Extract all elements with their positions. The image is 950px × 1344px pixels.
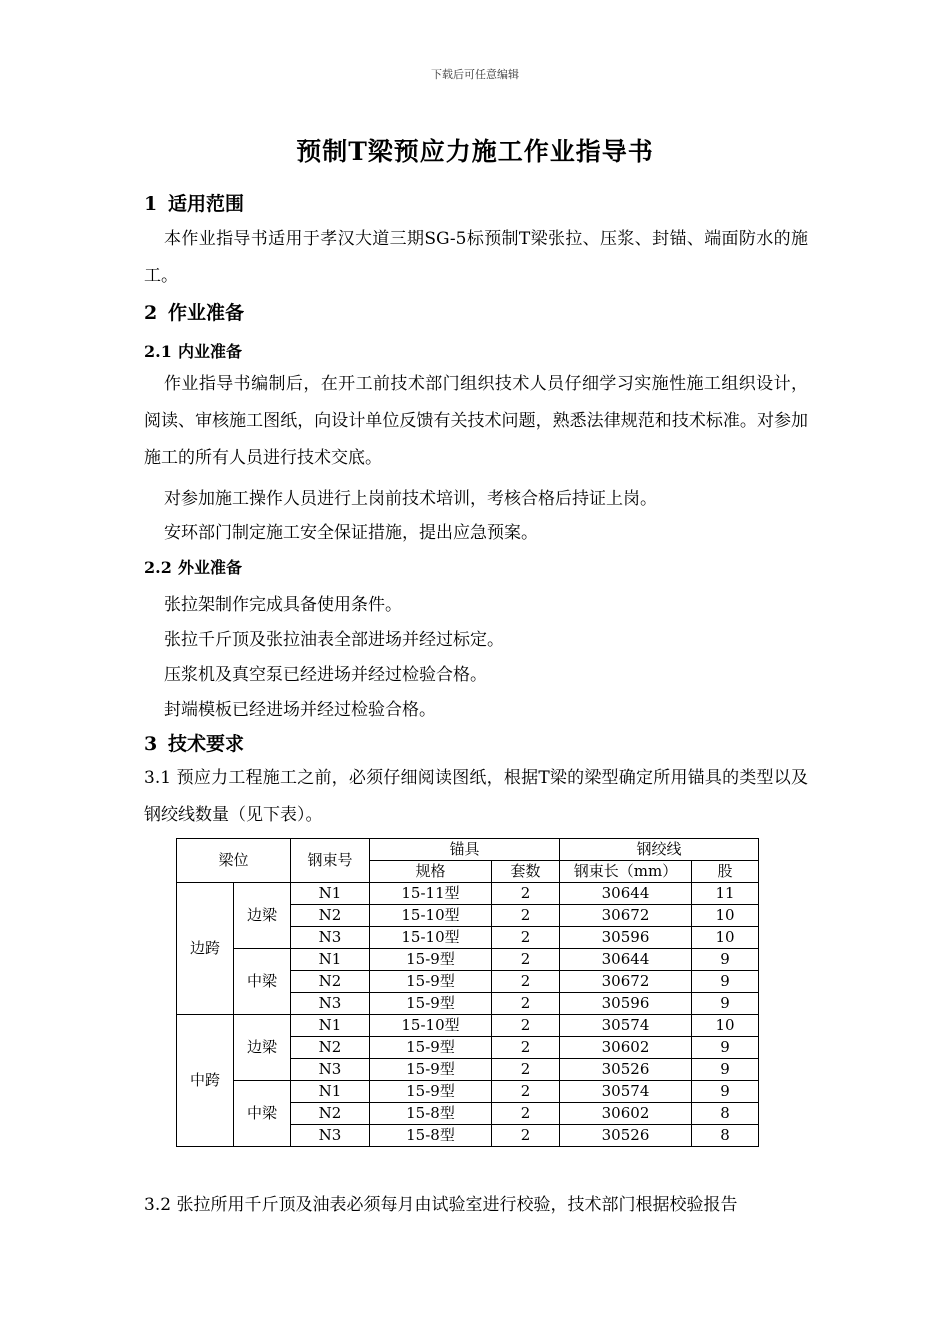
section-2-1-title: 内业准备: [178, 342, 243, 361]
strand-count-cell: 8: [692, 1125, 759, 1147]
anchor-spec-cell: 15-10型: [370, 1015, 492, 1037]
header-strand-count: 股: [692, 861, 759, 883]
section-3-1-paragraph: 3.1 预应力工程施工之前，必须仔细阅读图纸，根据T梁的梁型确定所用锚具的类型以及钢绞线数量（见下表）。: [144, 768, 808, 825]
anchor-sets-cell: 2: [492, 927, 560, 949]
strand-length-cell: 30596: [560, 993, 692, 1015]
anchor-sets-cell: 2: [492, 1125, 560, 1147]
table-header-row: [177, 839, 759, 861]
strand-count-cell: 9: [692, 1037, 759, 1059]
section-3-title: 技术要求: [168, 733, 245, 755]
tendon-id-cell: N1: [291, 1081, 370, 1103]
tendon-id-cell: N3: [291, 993, 370, 1015]
anchor-spec-cell: 15-10型: [370, 905, 492, 927]
anchor-spec-cell: 15-9型: [370, 1059, 492, 1081]
anchor-sets-cell: 2: [492, 1081, 560, 1103]
header-position: 梁位: [177, 839, 291, 883]
list-item: 封端模板已经进场并经过检验合格。: [164, 700, 436, 720]
strand-length-cell: 30672: [560, 905, 692, 927]
strand-count-cell: 10: [692, 927, 759, 949]
anchor-spec-cell: 15-9型: [370, 1037, 492, 1059]
strand-count-cell: 9: [692, 1081, 759, 1103]
strand-length-cell: 30644: [560, 949, 692, 971]
section-3-heading: [144, 729, 244, 756]
strand-count-cell: 10: [692, 905, 759, 927]
anchor-sets-cell: 2: [492, 1103, 560, 1125]
list-item: 张拉架制作完成具备使用条件。: [164, 595, 402, 615]
header-note: 下载后可任意编辑: [431, 68, 519, 81]
strand-length-cell: 30574: [560, 1015, 692, 1037]
strand-count-cell: 9: [692, 971, 759, 993]
strand-length-cell: 30526: [560, 1125, 692, 1147]
beam-cell: 边梁: [234, 883, 291, 949]
strand-count-cell: 9: [692, 949, 759, 971]
tendon-id-cell: N3: [291, 927, 370, 949]
section-3-2-paragraph: 3.2 张拉所用千斤顶及油表必须每月由试验室进行校验，技术部门根据校验报告: [144, 1195, 738, 1215]
anchor-spec-cell: 15-9型: [370, 993, 492, 1015]
tendon-id-cell: N1: [291, 883, 370, 905]
table-row: [177, 883, 759, 905]
strand-count-cell: 11: [692, 883, 759, 905]
beam-cell: 中梁: [234, 949, 291, 1015]
section-2-1-number: 2.1: [144, 342, 172, 361]
header-tendon: 钢束号: [291, 839, 370, 883]
strand-count-cell: 9: [692, 993, 759, 1015]
anchor-sets-cell: 2: [492, 905, 560, 927]
table-row: [177, 1015, 759, 1037]
table-row: [177, 1081, 759, 1103]
section-2-title: 作业准备: [168, 302, 245, 324]
anchor-spec-cell: 15-10型: [370, 927, 492, 949]
anchor-spec-cell: 15-8型: [370, 1125, 492, 1147]
anchor-spec-cell: 15-11型: [370, 883, 492, 905]
strand-length-cell: 30672: [560, 971, 692, 993]
list-item: 张拉千斤顶及张拉油表全部进场并经过标定。: [164, 630, 504, 650]
span-cell: 边跨: [177, 883, 234, 1015]
anchor-sets-cell: 2: [492, 949, 560, 971]
anchor-strand-table: [176, 838, 759, 1147]
anchor-spec-cell: 15-9型: [370, 1081, 492, 1103]
tendon-id-cell: N3: [291, 1059, 370, 1081]
strand-length-cell: 30526: [560, 1059, 692, 1081]
tendon-id-cell: N2: [291, 905, 370, 927]
section-2-1-paragraph-3: 安环部门制定施工安全保证措施，提出应急预案。: [164, 523, 538, 543]
strand-count-cell: 8: [692, 1103, 759, 1125]
section-2-1-paragraph-1: 作业指导书编制后，在开工前技术部门组织技术人员仔细学习实施性施工组织设计，阅读、审核施工图纸，向设计单位反馈有关技术问题，熟悉法律规范和技术标准。对参加施工的所有人员进行技术交底。: [144, 374, 808, 468]
anchor-spec-cell: 15-9型: [370, 971, 492, 993]
strand-length-cell: 30602: [560, 1037, 692, 1059]
anchor-spec-cell: 15-9型: [370, 949, 492, 971]
strand-length-cell: 30602: [560, 1103, 692, 1125]
strand-length-cell: 30644: [560, 883, 692, 905]
anchor-sets-cell: 2: [492, 993, 560, 1015]
section-1-heading: [144, 189, 244, 216]
tendon-id-cell: N3: [291, 1125, 370, 1147]
strand-count-cell: 10: [692, 1015, 759, 1037]
anchor-sets-cell: 2: [492, 1059, 560, 1081]
section-3-number: 3: [144, 733, 158, 755]
anchor-sets-cell: 2: [492, 1015, 560, 1037]
strand-length-cell: 30574: [560, 1081, 692, 1103]
section-1-number: 1: [144, 193, 158, 215]
section-1-paragraph: 本作业指导书适用于孝汉大道三期SG-5标预制T梁张拉、压浆、封锚、端面防水的施工。: [144, 229, 808, 286]
tendon-id-cell: N2: [291, 1103, 370, 1125]
section-2-heading: [144, 298, 244, 325]
tendon-id-cell: N2: [291, 1037, 370, 1059]
anchor-sets-cell: 2: [492, 883, 560, 905]
strand-length-cell: 30596: [560, 927, 692, 949]
header-strand: 钢绞线: [560, 839, 759, 861]
header-anchor: 锚具: [370, 839, 560, 861]
section-2-2-heading: [144, 555, 242, 578]
section-2-2-number: 2.2: [144, 558, 172, 577]
tendon-id-cell: N2: [291, 971, 370, 993]
header-anchor-sets: 套数: [492, 861, 560, 883]
beam-cell: 中梁: [234, 1081, 291, 1147]
tendon-id-cell: N1: [291, 949, 370, 971]
tendon-id-cell: N1: [291, 1015, 370, 1037]
document-title: 预制T梁预应力施工作业指导书: [296, 137, 654, 166]
section-1-title: 适用范围: [168, 193, 245, 215]
strand-count-cell: 9: [692, 1059, 759, 1081]
beam-cell: 边梁: [234, 1015, 291, 1081]
section-2-number: 2: [144, 302, 158, 324]
table-row: [177, 949, 759, 971]
section-2-1-paragraph-2: 对参加施工操作人员进行上岗前技术培训，考核合格后持证上岗。: [164, 489, 657, 509]
anchor-spec-cell: 15-8型: [370, 1103, 492, 1125]
anchor-sets-cell: 2: [492, 971, 560, 993]
section-2-1-heading: [144, 339, 242, 362]
list-item: 压浆机及真空泵已经进场并经过检验合格。: [164, 665, 487, 685]
section-2-2-title: 外业准备: [178, 558, 243, 577]
anchor-sets-cell: 2: [492, 1037, 560, 1059]
span-cell: 中跨: [177, 1015, 234, 1147]
header-anchor-spec: 规格: [370, 861, 492, 883]
header-strand-length: 钢束长（mm）: [560, 861, 692, 883]
